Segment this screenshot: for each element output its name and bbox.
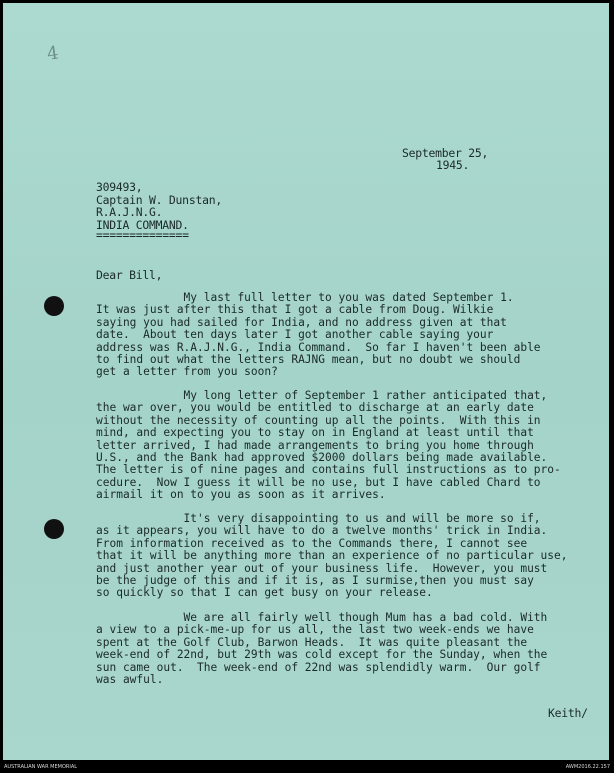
paragraph-3-line: be the judge of this and if it is, as I surmise,then you must say — [96, 574, 534, 587]
paragraph-4-line: was awful. — [96, 673, 164, 686]
paragraph-1-line: date. About ten days later I got another cable saying your — [96, 328, 494, 342]
paragraph-1-line: My last full letter to you was dated September 1. — [96, 291, 514, 304]
address-line: INDIA COMMAND. — [96, 217, 189, 232]
address-line: Captain W. Dunstan, — [96, 192, 222, 207]
paragraph-2-line: without the necessity of counting up all the points. With this in — [96, 413, 541, 427]
paragraph-3-line: From information received as to the Commands there, I cannot see — [96, 536, 528, 550]
pencil-mark: 4 — [45, 42, 61, 65]
date-line-1: September 25, — [402, 146, 489, 160]
paragraph-1-line: saying you had sailed for India, and no address given at that — [96, 315, 507, 329]
paragraph-3-line: that it will be anything more than an experience of no particular use, — [96, 549, 568, 563]
address-line: 309493, — [96, 180, 143, 194]
punch-hole-top — [44, 296, 64, 316]
paragraph-4-line: a view to a pick-me-up for us all, the last two week-ends we have — [96, 623, 534, 637]
paragraph-2-line: U.S., and the Bank had approved $2000 dollars being made available. — [96, 451, 548, 464]
paragraph-4-line: We are all fairly well though Mum has a bad cold. With — [96, 611, 548, 624]
paragraph-2-line: My long letter of September 1 rather anticipated that, — [96, 389, 548, 402]
signature: Keith/ — [548, 706, 588, 720]
paragraph-4-line: sun came out. The week-end of 22nd was splendidly warm. Our golf — [96, 660, 541, 674]
footer-credit: AUSTRALIAN WAR MEMORIAL — [4, 764, 78, 770]
paragraph-2-line: letter arrived, I had made arrangements to bring you home through — [96, 438, 534, 452]
paragraph-2-line: cedure. Now I guess it will be no use, but I have cabled Chard to — [96, 475, 541, 489]
paragraph-1-line: address was R.A.J.N.G., India Command. So far I haven't been able — [96, 340, 541, 354]
paragraph-3-line: so quickly so that I can get busy on your release. — [96, 586, 433, 600]
punch-hole-bottom — [44, 519, 64, 539]
paragraph-4-line: week-end of 22nd, but 29th was cold except for the Sunday, when the — [96, 648, 548, 662]
paragraph-1-line: It was just after this that I got a cable from Doug. Wilkie — [96, 303, 494, 317]
paragraph-1-line: to find out what the letters RAJNG mean, but no doubt we should — [96, 353, 521, 366]
letter-page — [3, 3, 609, 760]
paragraph-2-line: the war over, you would be entitled to discharge at an early date — [96, 401, 534, 415]
paragraph-3-line: as it appears, you will have to do a twelve months' trick in India. — [96, 524, 548, 538]
paragraph-3-line: and just another year out of your business life. However, you must — [96, 561, 548, 575]
paragraph-2-line: The letter is of nine pages and contains full instructions as to pro- — [96, 463, 561, 477]
address-rule: ============== — [96, 228, 189, 242]
paragraph-4-line: spent at the Golf Club, Barwon Heads. It was quite pleasant the — [96, 635, 528, 649]
salutation: Dear Bill, — [96, 268, 163, 282]
date-line-2: 1945. — [436, 158, 470, 172]
address-line: R.A.J.N.G. — [96, 205, 163, 219]
paragraph-3-line: It's very disappointing to us and will be more so if, — [96, 512, 541, 525]
footer-accession: AWM2016.22.157 — [565, 764, 610, 770]
paragraph-2-line: airmail it on to you as soon as it arrives. — [96, 488, 386, 502]
paragraph-2-line: mind, and expecting you to stay on in England at least until that — [96, 426, 534, 440]
paragraph-1-line: get a letter from you soon? — [96, 365, 278, 379]
